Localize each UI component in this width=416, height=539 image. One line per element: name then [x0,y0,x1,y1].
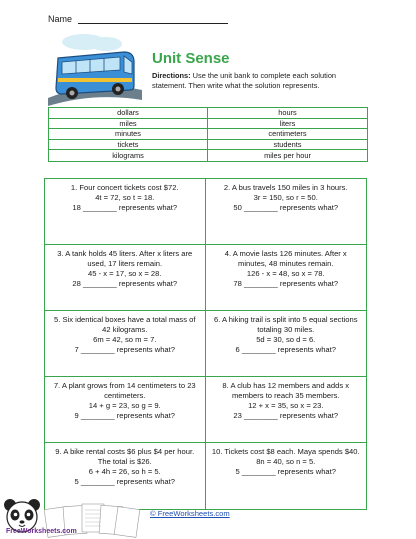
unit-bank-item: dollars [49,108,208,119]
problem-grid [44,178,367,510]
problem-equation: 45 - x = 17, so x = 28. [88,269,162,278]
unit-bank-item: miles [49,119,208,130]
problem-answer-line[interactable]: 7 ________ represents what? [74,345,175,354]
problem-equation: 6 + 4h = 26, so h = 5. [88,467,161,476]
problem-question: 9. A bike rental costs $6 plus $4 per hour. The total is $26. [55,447,195,466]
problem-10 [206,443,367,509]
footer-logo-text: FreeWorksheets.com [6,528,77,535]
bus-illustration [44,28,144,108]
problem-equation: 4t = 72, so t = 18. [95,193,155,202]
problem-equation: 126 - x = 48, so x = 78. [246,269,325,278]
problem-answer-line[interactable]: 23 ________ represents what? [233,411,339,420]
problem-answer-line[interactable]: 5 ________ represents what? [235,467,336,476]
name-row [48,14,228,24]
name-label: Name [48,14,73,24]
unit-bank-item: hours [208,108,367,119]
directions-text [152,71,364,91]
problem-equation: 5d = 30, so d = 6. [256,335,316,344]
unit-bank-item: minutes [49,129,208,140]
problem-question: 10. Tickets cost $8 each. Maya spends $40. [211,447,360,456]
problem-question: 7. A plant grows from 14 centimeters to 23 centimeters. [53,381,196,400]
problem-answer-line[interactable]: 6 ________ represents what? [235,345,336,354]
problem-answer-line[interactable]: 50 ________ represents what? [233,203,339,212]
problem-question: 4. A movie lasts 126 minutes. After x minutes, 48 minutes remain. [224,249,347,268]
problem-answer-line[interactable]: 78 ________ represents what? [233,279,339,288]
problem-equation: 14 + g = 23, so g = 9. [88,401,161,410]
problem-answer-line[interactable]: 18 ________ represents what? [72,203,178,212]
unit-bank-item: miles per hour [264,151,311,161]
unit-bank-item: liters [208,119,367,130]
problem-2 [206,179,367,245]
unit-bank-item: students [208,140,367,151]
problem-question: 8. A club has 12 members and adds x members to reach 35 members. [222,381,350,400]
problem-equation: 12 + x = 35, so x = 23. [248,401,324,410]
problem-question: 6. A hiking trail is split into 5 equal sections totaling 30 miles. [213,315,358,334]
problem-equation: 3r = 150, so r = 50. [253,193,318,202]
problem-1 [45,179,206,245]
unit-bank-item: kilograms [49,150,208,161]
problem-3 [45,245,206,311]
problem-5 [45,311,206,377]
directions-label: Directions: [152,71,191,80]
directions-body: Use the unit bank to complete each solution statement. Then write what the solution represents. [152,71,337,90]
page-title: Unit Sense [152,50,230,67]
name-field-line[interactable] [78,15,228,24]
problem-equation: 8n = 40, so n = 5. [256,457,316,466]
problem-question: 1. Four concert tickets cost $72. [70,183,179,192]
problem-4 [206,245,367,311]
copyright-link[interactable]: © FreeWorksheets.com [150,509,230,518]
problem-question: 2. A bus travels 150 miles in 3 hours. [223,183,348,192]
problem-question: 3. A tank holds 45 liters. After x liters are used, 17 liters remain. [57,249,193,268]
unit-bank-item: centimeters [208,129,367,140]
problem-answer-line[interactable]: 9 ________ represents what? [74,411,175,420]
problem-8 [206,377,367,443]
problem-equation: 6m = 42, so m = 7. [93,335,157,344]
problem-7 [45,377,206,443]
problem-6 [206,311,367,377]
problem-answer-line[interactable]: 5 ________ represents what? [74,477,175,486]
unit-bank [48,107,368,162]
problem-question: 5. Six identical boxes have a total mass of 42 kilograms. [54,315,196,334]
problem-answer-line[interactable]: 28 ________ represents what? [72,279,178,288]
unit-bank-item: tickets [49,140,208,151]
